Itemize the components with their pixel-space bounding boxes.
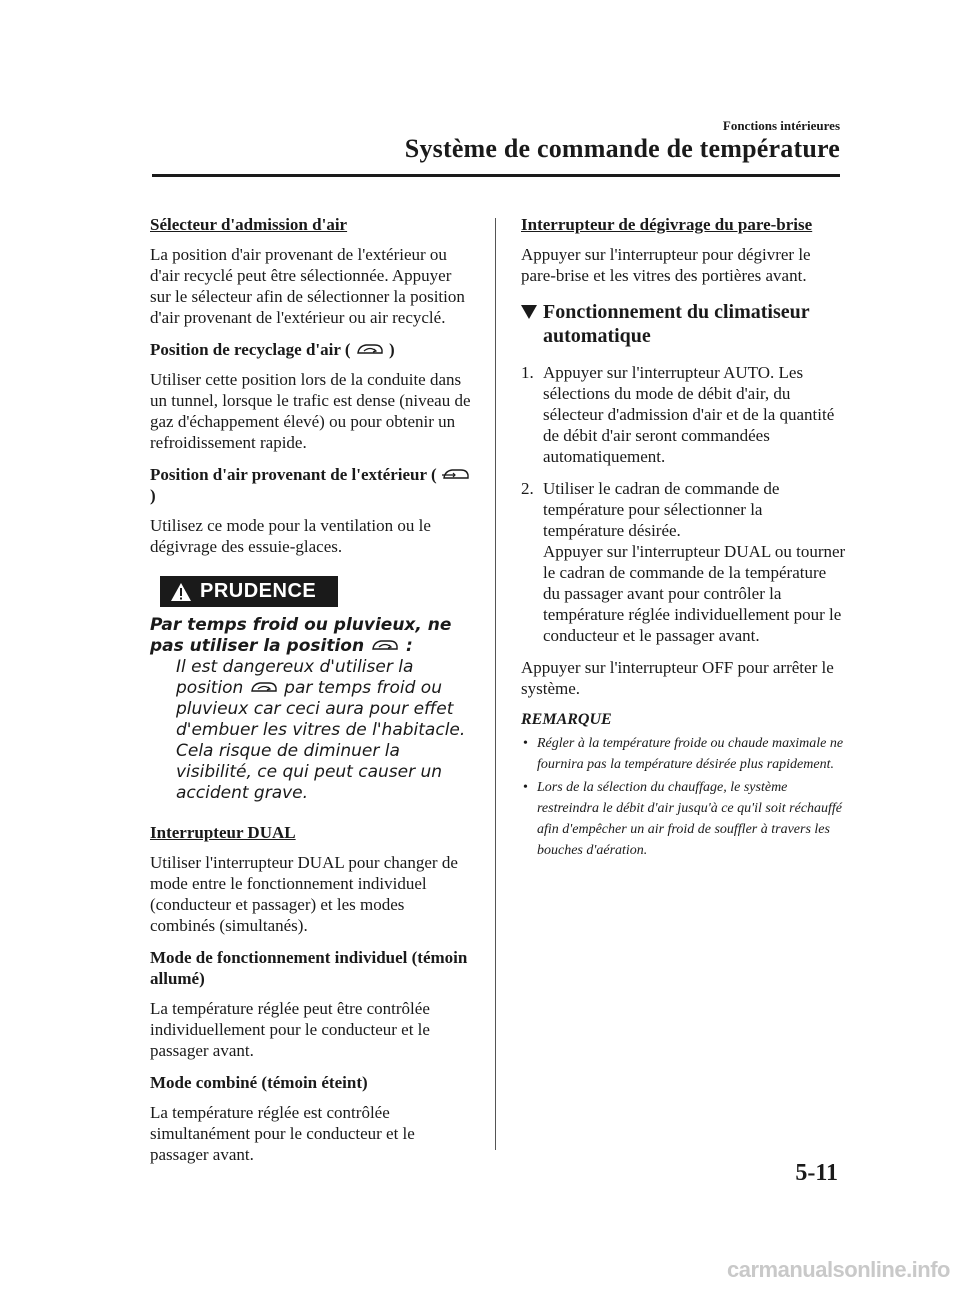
steps-list <box>521 362 846 646</box>
list-item <box>521 733 846 775</box>
notes-list <box>521 733 846 861</box>
paragraph-recirculation: Utiliser cette position lors de la conduite dans un tunnel, lorsque le trafic est dense (niveau de gaz d'échappement élevé) ou pour obtenir un refroidissement rapide. <box>150 370 471 452</box>
list-item <box>521 362 846 467</box>
header-rule <box>152 174 840 177</box>
caution-body <box>176 657 472 804</box>
step-text: Appuyer sur l'interrupteur AUTO. Les sélections du mode de débit d'air, du sélecteur d'admission d'air et de la quantité de débit d'air seront commandées automatiquement. <box>543 363 835 466</box>
paragraph-outside-air: Utilisez ce mode pour la ventilation ou le dégivrage des essuie-glaces. <box>150 516 431 556</box>
recirculation-icon <box>370 638 400 652</box>
paragraph-individual-mode: La température réglée peut être contrôlée individuellement pour le conducteur et le passager avant. <box>150 999 430 1060</box>
paragraph-air-intake: La position d'air provenant de l'extérieur ou d'air recyclé peut être sélectionnée. Appuyer sur le sélecteur afin de sélectionner la position d'air provenant de l'extérieur ou air recyclé. <box>150 245 465 327</box>
heading-combined-mode: Mode combiné (témoin éteint) <box>150 1073 368 1092</box>
caution-badge <box>160 576 338 607</box>
outside-air-icon <box>441 467 471 481</box>
heading-outside-air-text: Position d'air provenant de l'extérieur ( <box>150 465 437 484</box>
paragraph-off: Appuyer sur l'interrupteur OFF pour arrêter le système. <box>521 658 834 698</box>
heading-air-intake: Sélecteur d'admission d'air <box>150 215 348 234</box>
caution-body-end: par temps froid ou pluvieux car ceci aura pour effet d'embuer les vitres de l'habitacle. Cela risque de diminuer la visibilité, ce qui peut causer un accident grave. <box>176 678 466 803</box>
watermark: carmanualsonline.info <box>727 1257 950 1282</box>
paragraph-dual: Utiliser l'interrupteur DUAL pour changer de mode entre le fonctionnement individuel (conducteur et passager) et les modes combinés (simultanés). <box>150 853 458 935</box>
list-item <box>521 777 846 861</box>
paragraph-combined-mode: La température réglée est contrôlée simultanément pour le conducteur et le passager avant. <box>150 1103 415 1164</box>
column-divider <box>495 218 496 1150</box>
heading-individual-mode: Mode de fonctionnement individuel (témoin allumé) <box>150 948 468 988</box>
bullet-icon: • <box>523 780 528 795</box>
list-item <box>521 478 846 646</box>
bullet-icon: • <box>523 736 528 751</box>
recirculation-icon <box>249 680 279 694</box>
left-column <box>150 214 472 1176</box>
paragraph-windshield-defroster: Appuyer sur l'interrupteur pour dégivrer le pare-brise et les vitres des portières avant. <box>521 245 811 285</box>
heading-dual: Interrupteur DUAL <box>150 823 296 842</box>
note-text: Régler à la température froide ou chaude maximale ne fournira pas la température désirée plus rapidement. <box>537 736 844 772</box>
heading-recirculation-text: Position de recyclage d'air ( <box>150 340 351 359</box>
note-heading: REMARQUE <box>521 711 612 728</box>
triangle-down-icon <box>521 305 537 319</box>
right-column <box>521 214 846 863</box>
caution-heading-text: Par temps froid ou pluvieux, ne pas utiliser la position <box>150 615 452 656</box>
heading-auto-ac-text: Fonctionnement du climatiseur automatique <box>543 301 810 347</box>
step-number: 2. <box>521 479 534 498</box>
note-text: Lors de la sélection du chauffage, le système restreindra le débit d'air jusqu'à ce qu'il soit réchauffé afin d'empêcher un air froid de souffler à travers les bouches d'aération. <box>537 780 843 858</box>
section-name: Fonctions intérieures <box>722 118 840 133</box>
step-text-continued: Appuyer sur l'interrupteur DUAL ou tourner le cadran de commande de la température du passager avant pour contrôler la température réglée individuellement pour le conducteur et le passager avant. <box>543 542 846 645</box>
caution-heading <box>150 615 472 657</box>
caution-block <box>150 615 472 804</box>
heading-windshield-defroster: Interrupteur de dégivrage du pare-brise <box>521 215 813 234</box>
caution-body-start: Il est dangereux d'utiliser la position <box>176 657 414 698</box>
heading-auto-ac <box>521 300 846 348</box>
step-number: 1. <box>521 363 534 382</box>
heading-outside-air <box>150 464 472 506</box>
caution-label: PRUDENCE <box>200 580 317 602</box>
recirculation-icon <box>355 342 385 356</box>
heading-recirculation-close: ) <box>389 340 395 359</box>
caution-heading-colon: : <box>405 636 413 656</box>
page-title: Système de commande de température <box>404 134 840 163</box>
warning-icon <box>170 582 192 602</box>
heading-outside-air-close: ) <box>150 486 156 505</box>
heading-recirculation <box>150 339 472 360</box>
step-text: Utiliser le cadran de commande de température pour sélectionner la température désirée. <box>543 479 780 540</box>
page-number: 5-11 <box>795 1160 838 1186</box>
